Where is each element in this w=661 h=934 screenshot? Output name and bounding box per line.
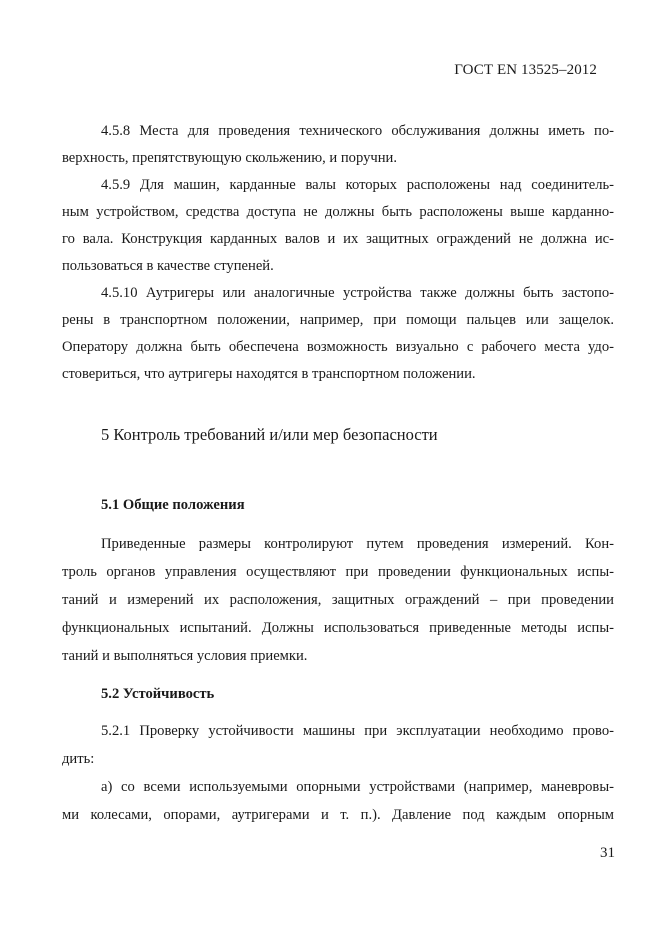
paragraph-5-2-1-a [62, 773, 614, 829]
text-line: Приведенные размеры контролируют путем проведения измерений. Кон- [101, 536, 614, 552]
section-4-5-body [62, 118, 614, 388]
text-line: таний и измерений их расположения, защитных ограждений – при проведении [62, 592, 614, 608]
paragraph-4-5-8 [62, 118, 614, 172]
section-5-1-heading: 5.1 Общие положения [101, 497, 245, 513]
text-line: функциональных испытаний. Должны использоваться приведенные методы испы- [62, 620, 614, 636]
page-number: 31 [600, 845, 615, 861]
text-line: стовериться, что аутригеры находятся в транспортном положении. [62, 366, 476, 382]
text-line: 4.5.10 Аутригеры или аналогичные устройства также должны быть застопо- [101, 285, 614, 301]
standard-code-header: ГОСТ EN 13525–2012 [454, 62, 597, 78]
section-5-1-body [62, 530, 614, 670]
text-line: пользоваться в качестве ступеней. [62, 258, 274, 274]
text-line: 4.5.9 Для машин, карданные валы которых расположены над соединитель- [101, 177, 614, 193]
paragraph-5-2-1 [62, 717, 614, 773]
section-5-heading: 5 Контроль требований и/или мер безопасности [101, 425, 438, 444]
paragraph-4-5-9 [62, 172, 614, 280]
text-line: 4.5.8 Места для проведения технического обслуживания должны иметь по- [101, 123, 614, 139]
text-line: Оператору должна быть обеспечена возможность визуально с рабочего места удо- [62, 339, 614, 355]
text-line: троль органов управления осуществляют при проведении функциональных испы- [62, 564, 614, 580]
text-line: ным устройством, средства доступа не должны быть расположены выше карданно- [62, 204, 614, 220]
text-line: го вала. Конструкция карданных валов и их защитных ограждений не должна ис- [62, 231, 614, 247]
text-line: а) со всеми используемыми опорными устройствами (например, маневровы- [101, 779, 614, 795]
text-line: ми колесами, опорами, аутригерами и т. п.). Давление под каждым опорным [62, 807, 614, 823]
text-line: дить: [62, 751, 95, 767]
section-5-2-heading: 5.2 Устойчивость [101, 686, 215, 702]
paragraph-5-1 [62, 530, 614, 670]
paragraph-4-5-10 [62, 280, 614, 388]
text-line: таний и выполняться условия приемки. [62, 648, 308, 664]
text-line: 5.2.1 Проверку устойчивости машины при эксплуатации необходимо прово- [101, 723, 614, 739]
text-line: верхность, препятствующую скольжению, и поручни. [62, 150, 397, 166]
section-5-2-body [62, 717, 614, 829]
text-line: рены в транспортном положении, например, при помощи пальцев или защелок. [62, 312, 614, 328]
